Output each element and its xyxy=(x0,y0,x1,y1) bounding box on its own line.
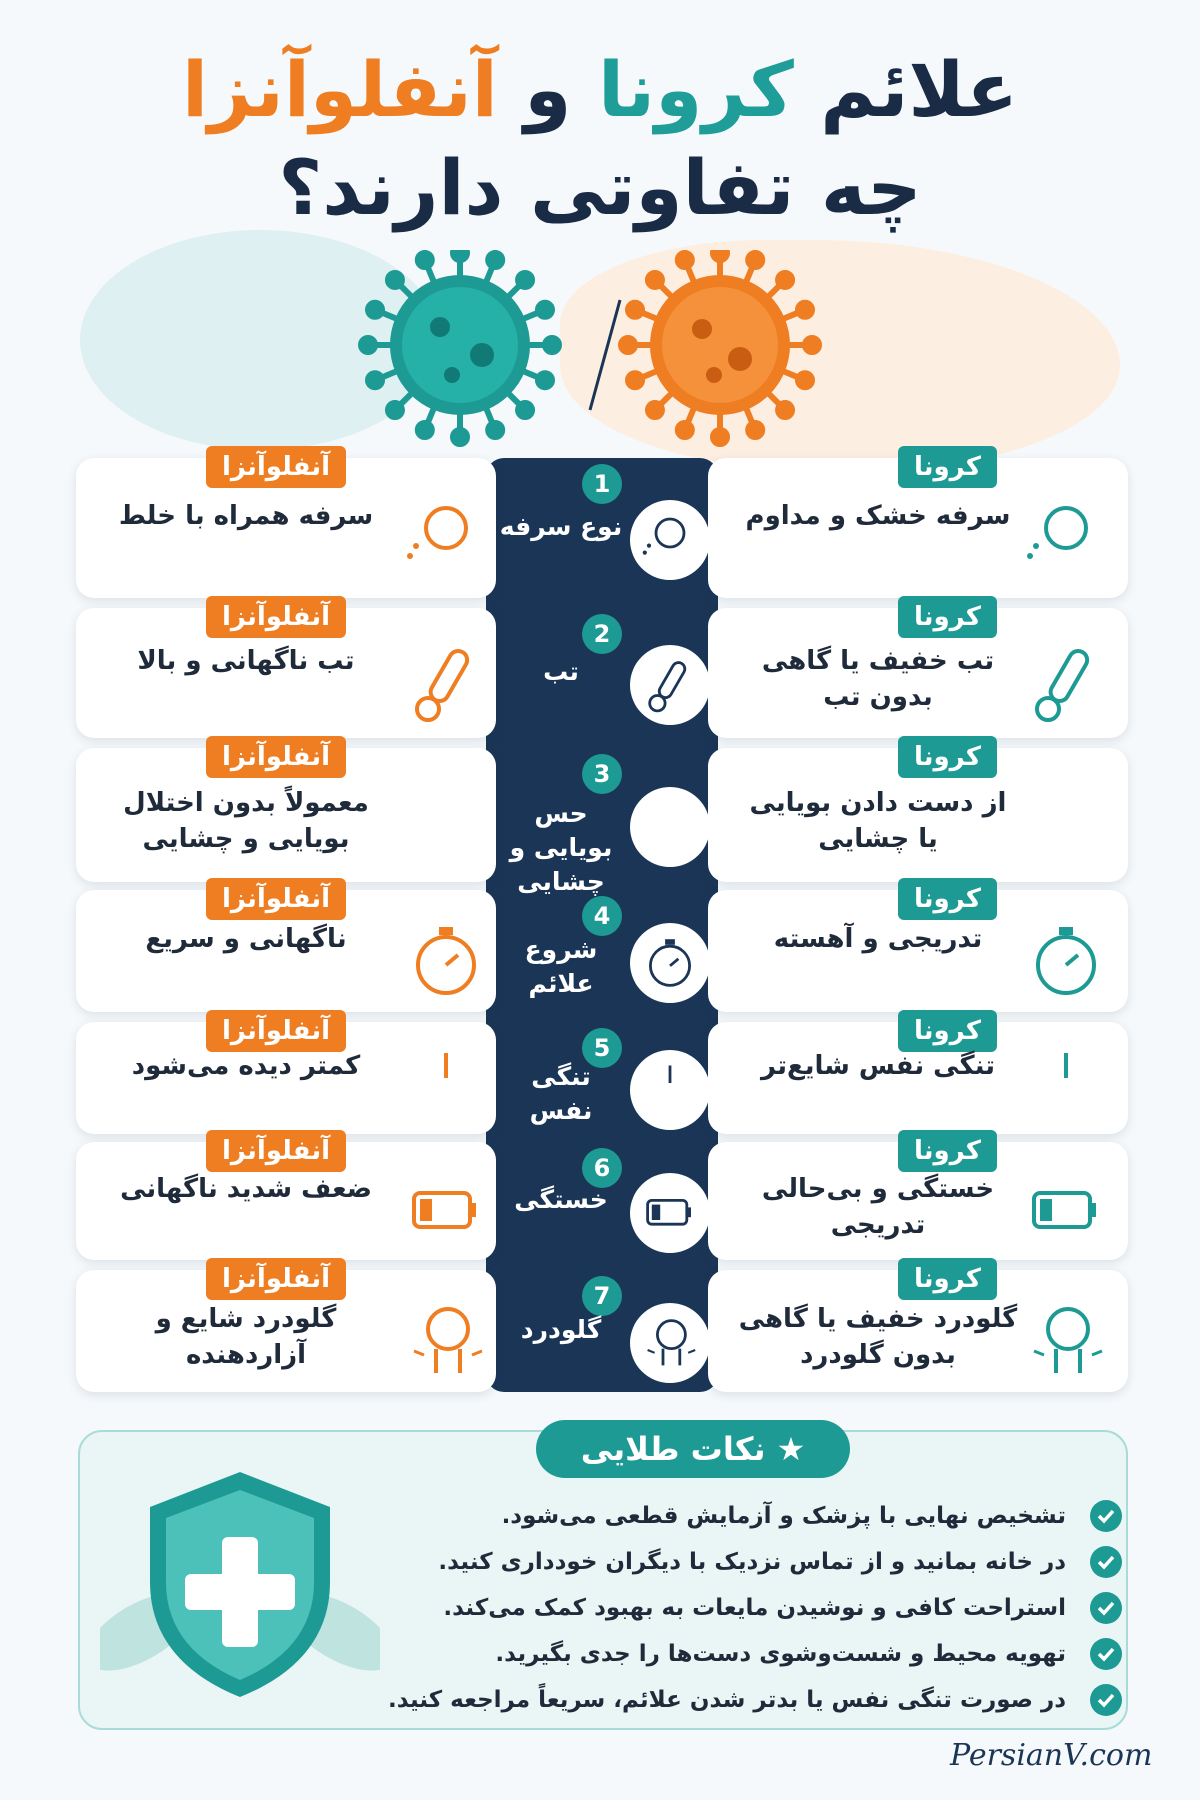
corona-cough-icon xyxy=(1026,498,1106,578)
corona-card xyxy=(708,452,1128,598)
influenza-tag: آنفلوآنزا xyxy=(206,1258,346,1300)
category-battery-icon xyxy=(642,1185,698,1241)
row-number: 3 xyxy=(582,754,622,794)
category-icon-circle xyxy=(630,787,710,867)
virus-spike-tip xyxy=(453,250,467,260)
virus-spike-tip xyxy=(713,250,727,260)
title-word-corona: کرونا xyxy=(598,45,794,134)
corona-tag: کرونا xyxy=(898,1130,997,1172)
category-icon-circle xyxy=(630,645,710,725)
influenza-symptom: سرفه همراه با خلط xyxy=(118,501,374,531)
category-cough-icon xyxy=(642,512,698,568)
influenza-tag: آنفلوآنزا xyxy=(206,878,346,920)
category-label: حس بویایی و چشایی xyxy=(509,799,613,896)
category-icon-circle xyxy=(630,923,710,1003)
virus-spike-tip xyxy=(388,273,402,287)
influenza-card xyxy=(76,1136,496,1260)
corona-card xyxy=(708,1016,1128,1134)
influenza-symptom: تب ناگهانی و بالا xyxy=(137,646,355,676)
influenza-nose-icon xyxy=(406,785,486,865)
virus-spike-tip xyxy=(368,373,382,387)
virus-divider xyxy=(590,300,620,410)
corona-symptom: تب خفیف یا گاهی بدون تب xyxy=(761,646,995,712)
virus-spike-tip xyxy=(798,373,812,387)
influenza-card xyxy=(76,1264,496,1392)
category-icon-circle xyxy=(630,1303,710,1383)
corona-card xyxy=(708,602,1128,738)
virus-spike-tip xyxy=(778,403,792,417)
category-icon-circle xyxy=(630,1173,710,1253)
virus-spike-tip xyxy=(538,373,552,387)
check-icon xyxy=(1090,1592,1122,1624)
influenza-symptom: ضعف شدید ناگهانی xyxy=(120,1174,372,1204)
influenza-stopwatch-icon xyxy=(406,921,486,1001)
virus-spike-tip xyxy=(488,423,502,437)
category-label: تنگی نفس xyxy=(529,1062,593,1125)
corona-tag: کرونا xyxy=(898,446,997,488)
category-label: نوع سرفه xyxy=(499,512,623,541)
corona-tag: کرونا xyxy=(898,596,997,638)
teal-virus-icon xyxy=(361,250,559,444)
influenza-throat-icon xyxy=(406,1301,486,1381)
orange-virus-icon xyxy=(621,250,819,444)
title-subtitle: چه تفاوتی دارند؟ xyxy=(278,143,922,232)
influenza-symptom: گلودرد شایع و آزاردهنده xyxy=(155,1304,337,1370)
row-number: 5 xyxy=(582,1028,622,1068)
corona-symptom: از دست دادن بویایی یا چشایی xyxy=(749,788,1007,854)
virus-spike-tip xyxy=(388,403,402,417)
corona-nose-icon xyxy=(1026,785,1106,865)
corona-lungs-icon xyxy=(1026,1048,1106,1128)
tip-item: تهویه محیط و شست‌وشوی دست‌ها را جدی بگیرید. xyxy=(495,1641,1066,1667)
virus-spike-tip xyxy=(418,423,432,437)
star-icon: ★ xyxy=(776,1430,806,1468)
virus-spike-tip xyxy=(621,338,635,352)
corona-card xyxy=(708,884,1128,1012)
corona-thermometer-icon xyxy=(1026,643,1106,723)
check-icon xyxy=(1090,1684,1122,1716)
brand-logo: PersianV.com xyxy=(950,1738,1153,1773)
influenza-lungs-icon xyxy=(406,1048,486,1128)
row-number: 7 xyxy=(582,1276,622,1316)
corona-tag: کرونا xyxy=(898,878,997,920)
virus-spike-tip xyxy=(778,273,792,287)
row-number: 4 xyxy=(582,896,622,936)
check-icon xyxy=(1090,1638,1122,1670)
virus-spike-tip xyxy=(648,273,662,287)
corona-symptom: گلودرد خفیف یا گاهی بدون گلودرد xyxy=(738,1304,1018,1370)
virus-spike-tip xyxy=(628,373,642,387)
row-number: 2 xyxy=(582,614,622,654)
check-icon xyxy=(1090,1500,1122,1532)
influenza-card xyxy=(76,1016,496,1134)
corona-card xyxy=(708,742,1128,882)
title-word-and: و xyxy=(524,45,572,134)
influenza-symptom: معمولاً بدون اختلال بویایی و چشایی xyxy=(123,788,369,854)
category-label: خستگی xyxy=(514,1185,608,1214)
influenza-tag: آنفلوآنزا xyxy=(206,446,346,488)
corona-symptom: تدریجی و آهسته xyxy=(773,924,983,954)
corona-stopwatch-icon xyxy=(1026,921,1106,1001)
virus-spike-tip xyxy=(748,253,762,267)
virus-spike-tip xyxy=(518,273,532,287)
virus-spike-tip xyxy=(538,303,552,317)
virus-spike-tip xyxy=(368,303,382,317)
influenza-card xyxy=(76,602,496,738)
virus-spike-tip xyxy=(678,423,692,437)
virus-spike-tip xyxy=(628,303,642,317)
page-title xyxy=(0,40,1200,236)
category-icon-circle xyxy=(630,1050,710,1130)
corona-battery-icon xyxy=(1026,1171,1106,1251)
title-word-symptoms: علائم xyxy=(820,45,1019,134)
category-label: تب xyxy=(543,657,579,686)
virus-spike-tip xyxy=(418,253,432,267)
influenza-tag: آنفلوآنزا xyxy=(206,596,346,638)
virus-spike-tip xyxy=(361,338,375,352)
title-word-influenza: آنفلوآنزا xyxy=(181,45,498,134)
virus-spike-tip xyxy=(453,430,467,444)
corona-throat-icon xyxy=(1026,1301,1106,1381)
corona-symptom: سرفه خشک و مداوم xyxy=(745,501,1011,531)
virus-spike-tip xyxy=(545,338,559,352)
virus-spike-tip xyxy=(748,423,762,437)
tip-item: تشخیص نهایی با پزشک و آزمایش قطعی می‌شود. xyxy=(501,1503,1066,1529)
tip-item: در خانه بمانید و از تماس نزدیک با دیگران خودداری کنید. xyxy=(438,1549,1066,1575)
corona-tag: کرونا xyxy=(898,736,997,778)
influenza-battery-icon xyxy=(406,1171,486,1251)
corona-card xyxy=(708,1264,1128,1392)
virus-illustration xyxy=(0,250,1200,450)
tip-item: در صورت تنگی نفس یا بدتر شدن علائم، سریعاً مراجعه کنید. xyxy=(387,1687,1066,1713)
category-throat-icon xyxy=(642,1315,698,1371)
row-number: 6 xyxy=(582,1148,622,1188)
virus-spike-tip xyxy=(713,430,727,444)
virus-spike-tip xyxy=(678,253,692,267)
influenza-thermometer-icon xyxy=(406,643,486,723)
influenza-cough-icon xyxy=(406,498,486,578)
influenza-tag: آنفلوآنزا xyxy=(206,736,346,778)
category-icon-circle xyxy=(630,500,710,580)
virus-spike-tip xyxy=(805,338,819,352)
tip-item: استراحت کافی و نوشیدن مایعات به بهبود کمک می‌کند. xyxy=(443,1595,1066,1621)
influenza-symptom: ناگهانی و سریع xyxy=(145,924,347,954)
influenza-card xyxy=(76,742,496,882)
influenza-card xyxy=(76,452,496,598)
influenza-tag: آنفلوآنزا xyxy=(206,1130,346,1172)
tips-title-label: نکات طلایی xyxy=(580,1430,766,1468)
category-stopwatch-icon xyxy=(642,935,698,991)
category-thermometer-icon xyxy=(642,657,698,713)
shield-icon xyxy=(100,1452,380,1712)
influenza-tag: آنفلوآنزا xyxy=(206,1010,346,1052)
virus-spike-tip xyxy=(518,403,532,417)
corona-tag: کرونا xyxy=(898,1258,997,1300)
category-label: گلودرد xyxy=(520,1315,602,1344)
virus-spike-tip xyxy=(798,303,812,317)
corona-tag: کرونا xyxy=(898,1010,997,1052)
category-nose-icon xyxy=(642,799,698,855)
tips-title-pill xyxy=(536,1420,850,1478)
virus-spike-tip xyxy=(488,253,502,267)
influenza-card xyxy=(76,884,496,1012)
row-number: 1 xyxy=(582,464,622,504)
virus-spike-tip xyxy=(648,403,662,417)
corona-symptom: تنگی نفس شایع‌تر xyxy=(761,1051,995,1081)
category-label: شروع علائم xyxy=(524,935,598,998)
corona-card xyxy=(708,1136,1128,1260)
corona-symptom: خستگی و بی‌حالی تدریجی xyxy=(761,1174,995,1240)
category-lungs-icon xyxy=(642,1062,698,1118)
influenza-symptom: کمتر دیده می‌شود xyxy=(131,1051,361,1081)
check-icon xyxy=(1090,1546,1122,1578)
